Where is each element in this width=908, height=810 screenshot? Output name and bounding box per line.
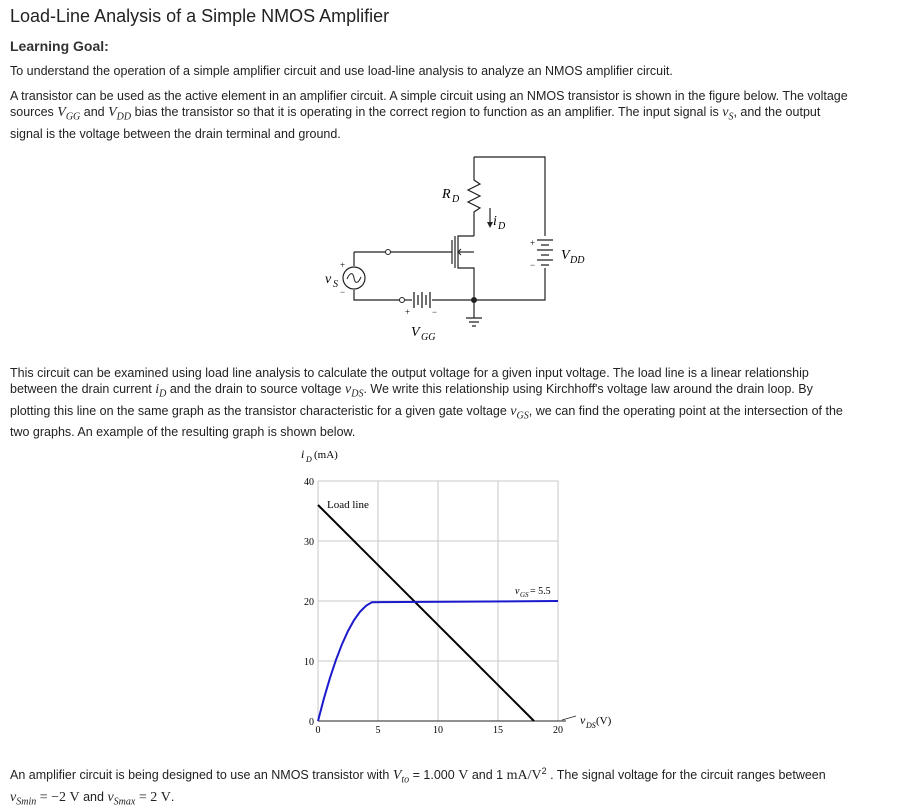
vgs-annotation-sub: GS — [520, 591, 529, 599]
y-tick-label: 0 — [309, 717, 314, 728]
analysis-paragraph — [10, 365, 843, 440]
vdd-label: V — [561, 248, 570, 263]
vdd-minus: − — [530, 260, 536, 270]
y-axis-label: (mA) — [314, 449, 338, 461]
circuit-diagram — [300, 150, 620, 350]
vgs-annotation-value: = 5.5 — [530, 586, 551, 597]
vgg-minus: − — [432, 307, 438, 317]
learning-goal-text: To understand the operation of a simple amplifier circuit and use load-line analysis to analyze an NMOS amplifier circuit. — [10, 64, 673, 78]
load-line-annotation: Load line — [327, 499, 369, 511]
design-line-1: An amplifier circuit is being designed to use an NMOS transistor with $V_{to} = 1.000$ V and 1 $mA/V^2$ . The signal voltage for the circuit ranges between — [10, 766, 826, 786]
intro-line-2: sources $V_{GG}$ and $V_{DD}$ bias the transistor so that it is operating in the correct region to function as an amplifier. The input signal is $v_S$, and the output — [10, 105, 821, 123]
vs-minus: − — [340, 287, 346, 297]
y-tick-label: 40 — [304, 477, 314, 488]
y-tick-label: 10 — [304, 657, 314, 668]
vdd-subscript: DD — [570, 255, 585, 266]
vs-label: v — [325, 272, 332, 287]
design-line-2: $v_{Smin} = -2$ V and $v_{Smax} = 2$ V. — [10, 789, 175, 808]
analysis-line-1: This circuit can be examined using load line analysis to calculate the output voltage for a given input voltage. The load line is a linear relationship — [10, 366, 809, 380]
x-tick-label: 5 — [375, 725, 381, 736]
vgg-label: V — [411, 325, 420, 340]
analysis-line-3: plotting this line on the same graph as the transistor characteristic for a given gate voltage $v_{GS}$, we can find the operating point at the intersection of the — [10, 403, 843, 421]
x-axis-var: v — [580, 713, 586, 727]
id-label: i — [493, 214, 497, 229]
rd-subscript: D — [452, 194, 460, 205]
x-tick-label: 20 — [553, 725, 563, 736]
x-axis-sub: DS — [586, 721, 596, 730]
vs-subscript: S — [333, 279, 338, 290]
analysis-line-4: two graphs. An example of the resulting graph is shown below. — [10, 425, 356, 439]
intro-line-1: A transistor can be used as the active element in an amplifier circuit. A simple circuit using an NMOS transistor is shown in the figure below. The voltage — [10, 89, 848, 103]
vgs-annotation-var: v — [515, 586, 520, 597]
x-tick-label: 10 — [433, 725, 443, 736]
y-tick-label: 20 — [304, 597, 314, 608]
x-axis-label: (V) — [596, 715, 612, 727]
vgg-plus: + — [405, 307, 411, 317]
y-tick-label: 30 — [304, 537, 314, 548]
intro-line-3: signal is the voltage between the drain terminal and ground. — [10, 126, 341, 141]
load-line-series — [318, 505, 534, 721]
id-subscript: D — [498, 221, 506, 232]
vgg-subscript: GG — [421, 332, 436, 343]
x-tick-label: 15 — [493, 725, 503, 736]
learning-goal-heading: Learning Goal: — [10, 38, 109, 54]
load-line-chart — [280, 440, 640, 750]
rd-label: R — [442, 187, 451, 202]
page-title: Load-Line Analysis of a Simple NMOS Amplifier — [10, 6, 390, 26]
design-paragraph — [10, 763, 826, 810]
vs-plus: + — [340, 260, 346, 270]
analysis-line-2: between the drain current $i_D$ and the drain to source voltage $v_{DS}$. We write this relationship using Kirchhoff's voltage law around the drain loop. By — [10, 382, 813, 400]
intro-paragraph — [10, 88, 848, 142]
y-axis-var: i — [301, 447, 305, 461]
vdd-plus: + — [530, 238, 536, 248]
x-tick-label: 0 — [315, 725, 321, 736]
y-axis-sub: D — [306, 455, 312, 464]
